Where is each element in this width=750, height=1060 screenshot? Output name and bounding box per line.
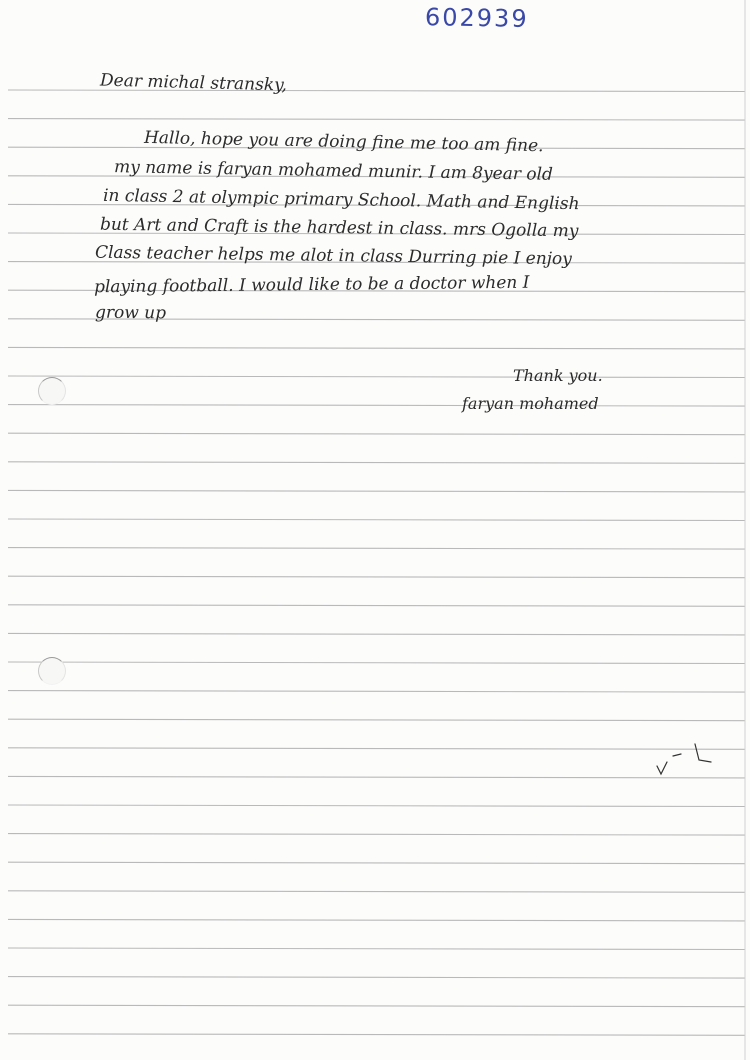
body-line-7: grow up [94,302,167,324]
ruled-line [8,405,745,407]
ruled-line [8,662,745,664]
ruled-line [8,948,745,950]
reference-number: 602939 [424,3,529,33]
ruled-line [8,748,745,750]
ruled-line [8,519,745,521]
ruled-line [8,347,745,349]
ruled-line [8,433,745,435]
ruled-line [8,805,745,807]
ruled-line [8,490,745,492]
punch-hole-top [38,377,66,405]
closing: Thank you. [513,366,603,385]
ruled-line [8,462,745,464]
body-line-2: my name is faryan mohamed munir. I am 8year old [113,157,554,185]
pen-mark [655,738,715,778]
ruled-line [8,633,745,635]
ruled-line [8,605,745,607]
ruled-line [8,776,745,778]
ruled-line [8,919,745,921]
ruled-line [8,719,745,721]
ruled-line [8,576,745,578]
body-line-4: but Art and Craft is the hardest in class. mrs Ogolla my [99,214,579,242]
punch-hole-bottom [38,657,66,685]
signature: faryan mohamed [462,394,599,413]
ruled-line [8,977,745,979]
salutation: Dear michal stransky, [99,70,288,96]
ruled-line [8,691,745,693]
ruled-line [8,548,745,550]
ruled-line [8,834,745,836]
ruled-line [8,862,745,864]
ruled-line [8,1005,745,1007]
body-line-6: playing football. I would like to be a doctor when I [93,272,530,298]
ruled-line [8,119,745,121]
ruled-line [8,376,745,378]
body-line-1: Hallo, hope you are doing fine me too am fine. [143,127,544,157]
body-line-3: in class 2 at olympic primary School. Math and English [102,185,580,215]
ruled-line [8,1034,745,1036]
ruled-line [8,891,745,893]
body-line-5: Class teacher helps me alot in class Durring pie I enjoy [94,242,572,270]
